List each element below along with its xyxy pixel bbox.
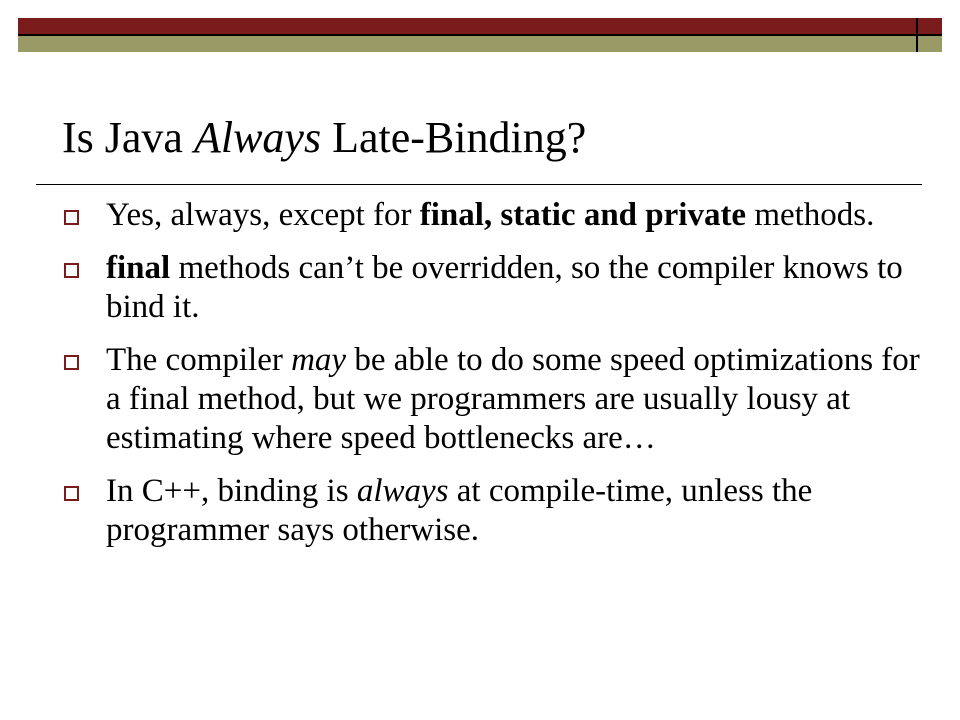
hollow-square-bullet-icon (64, 355, 79, 370)
bullet-item-4: In C++, binding is always at compile-time, unless the programmer says otherwise. (60, 472, 920, 550)
hollow-square-bullet-icon (64, 210, 79, 225)
hollow-square-bullet-icon (64, 486, 79, 501)
top-bar-maroon-left (18, 18, 916, 34)
title-divider (36, 184, 922, 185)
slide-title (62, 112, 586, 165)
bullet-list (60, 196, 920, 564)
bullet-item-2: final methods can’t be overridden, so the compiler knows to bind it. (60, 249, 920, 327)
title-text-2: Late-Binding? (321, 113, 587, 162)
title-text-1: Is Java (62, 113, 194, 162)
hollow-square-bullet-icon (64, 263, 79, 278)
top-bar-olive-left (18, 36, 916, 52)
bullet-item-3: The compiler may be able to do some speed optimizations for a final method, but we programmers are usually lousy at estimating where speed bottlenecks are… (60, 341, 920, 458)
top-bar-olive-right (918, 36, 942, 52)
title-italic: Always (193, 113, 322, 162)
top-decorative-bar (18, 18, 942, 52)
bullet-item-1: Yes, always, except for final, static and private methods. (60, 196, 920, 235)
top-bar-maroon-right (918, 18, 942, 34)
